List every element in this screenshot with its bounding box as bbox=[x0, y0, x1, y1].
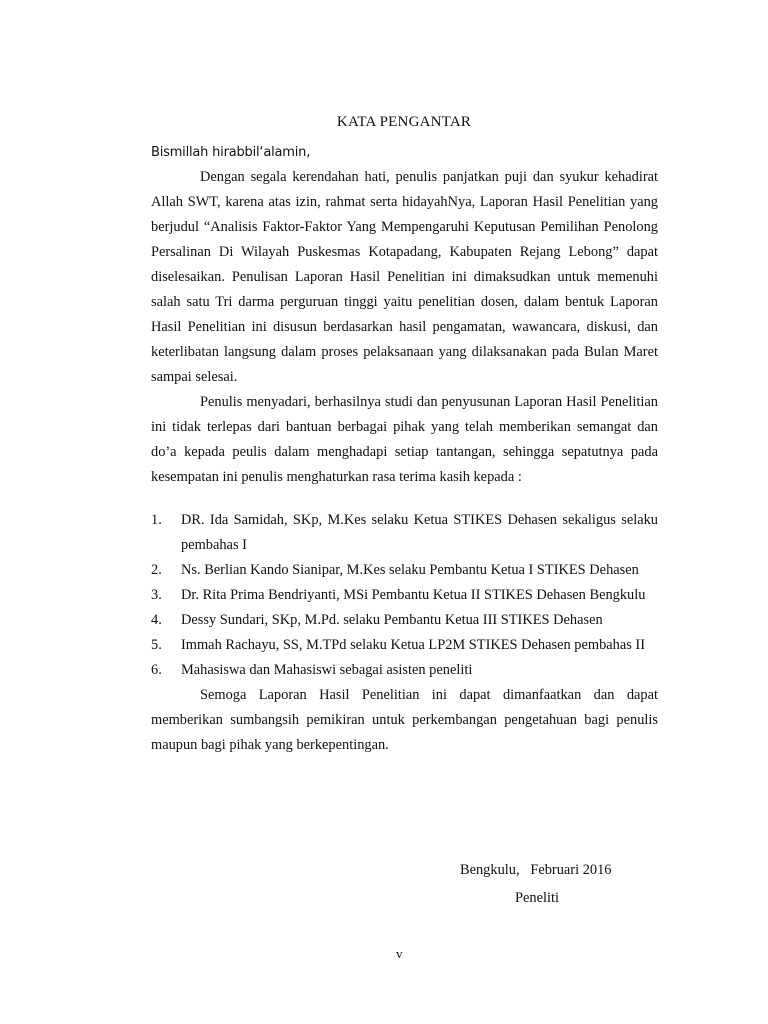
list-item-number: 5. bbox=[151, 637, 162, 653]
list-item bbox=[151, 658, 658, 683]
list-item bbox=[151, 558, 658, 583]
acknowledgement-list bbox=[151, 508, 658, 683]
list-item-text: Mahasiswa dan Mahasiswi sebagai asisten peneliti bbox=[181, 662, 473, 678]
place-date: Bengkulu, Februari 2016 bbox=[460, 862, 612, 878]
list-item bbox=[151, 508, 658, 558]
list-item-number: 3. bbox=[151, 587, 162, 603]
list-item bbox=[151, 608, 658, 633]
page-title: KATA PENGANTAR bbox=[336, 114, 472, 130]
opening-line: Bismillah hirabbil‘alamin, bbox=[151, 145, 311, 160]
list-item bbox=[151, 633, 658, 658]
list-item-number: 2. bbox=[151, 562, 162, 578]
list-item-text: DR. Ida Samidah, SKp, M.Kes selaku Ketua STIKES Dehasen sekaligus selaku pembahas I bbox=[181, 512, 658, 553]
signer: Peneliti bbox=[515, 890, 559, 906]
list-item-text: Dessy Sundari, SKp, M.Pd. selaku Pembantu Ketua III STIKES Dehasen bbox=[181, 612, 603, 628]
list-item-number: 6. bbox=[151, 662, 162, 678]
list-item bbox=[151, 583, 658, 608]
document-body bbox=[151, 140, 658, 758]
paragraph-closing: Semoga Laporan Hasil Penelitian ini dapat dimanfaatkan dan dapat memberikan sumbangsih pemikiran untuk perkembangan pengetahuan bagi penulis maupun bagi pihak yang berkepentingan. bbox=[151, 687, 658, 753]
signature-block bbox=[460, 856, 611, 912]
list-item-number: 1. bbox=[151, 512, 162, 528]
page-number: v bbox=[396, 946, 403, 961]
list-item-text: Immah Rachayu, SS, M.TPd selaku Ketua LP2M STIKES Dehasen pembahas II bbox=[181, 637, 646, 653]
list-item-text: Dr. Rita Prima Bendriyanti, MSi Pembantu Ketua II STIKES Dehasen Bengkulu bbox=[181, 587, 646, 603]
list-item-number: 4. bbox=[151, 612, 162, 628]
list-item-text: Ns. Berlian Kando Sianipar, M.Kes selaku Pembantu Ketua I STIKES Dehasen bbox=[181, 562, 639, 578]
paragraph-acknowledgement: Penulis menyadari, berhasilnya studi dan penyusunan Laporan Hasil Penelitian ini tidak terlepas dari bantuan berbagai pihak yang telah memberikan semangat dan do’a kepada peulis dalam menghadapi setiap tantangan, sehingga sepatutnya pada kesempatan ini penulis menghaturkan rasa terima kasih kepada : bbox=[151, 394, 658, 485]
paragraph-intro: Dengan segala kerendahan hati, penulis panjatkan puji dan syukur kehadirat Allah SWT, karena atas izin, rahmat serta hidayahNya, Laporan Hasil Penelitian yang berjudul “Analisis Faktor-Faktor Yang Mempengaruhi Keputusan Pemilihan Penolong Persalinan Di Wilayah Puskesmas Kotapadang, Kabupaten Rejang Lebong” dapat diselesaikan. Penulisan Laporan Hasil Penelitian ini dimaksudkan untuk memenuhi salah satu Tri darma perguruan tinggi yaitu penelitian dosen, dalam bentuk Laporan Hasil Penelitian ini disusun berdasarkan hasil pengamatan, wawancara, diskusi, dan keterlibatan langsung dalam proses pelaksanaan yang dilaksanakan pada Bulan Maret sampai selesai. bbox=[151, 169, 658, 385]
